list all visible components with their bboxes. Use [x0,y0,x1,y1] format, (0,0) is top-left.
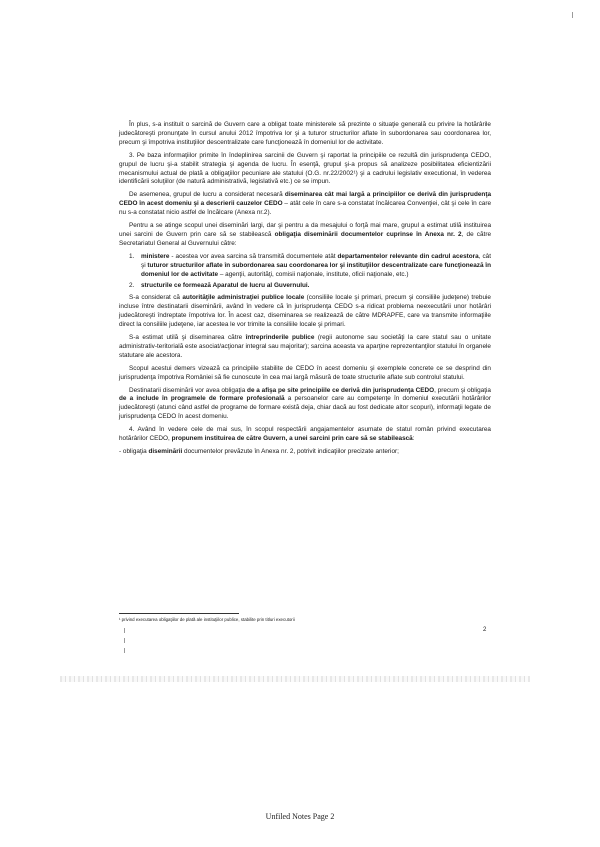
paragraph: Scopul acestui demers vizează ca principiile stabilite de CEDO în acest domeniu şi exemplele concrete ce se desprind din jurisprudenţa împotriva României să fie cunoscute în cea mai largă măsură de toate structurile aflate sub controlul statului. [119,364,491,381]
paragraph: S-a estimat utilă şi diseminarea către întreprinderile publice (regii autonome sau societăţi la care statul sau o unitate administrativ-teritorială este asociat/acţionar integral sau majoritar); sarcina aceasta va aparţine reprezentanţilor statului în organele statutare ale acestora. [119,334,491,359]
paragraph: De asemenea, grupul de lucru a considerat necesară diseminarea cât mai largă a principiilor ce derivă din jurisprudenţa CEDO în acest domeniu şi a descrierii cauzelor CEDO – atât cele în care s-a constatat încălcarea Convenţiei, cât şi cele în care nu s-a constatat nicio astfel de încălcare (Anexa nr.2). [119,191,492,217]
paragraph: S-a considerat că autorităţile administraţiei publice locale (consiliile locale şi primari, precum şi consiliile judeţene) trebuie incluse între destinatarii diseminării, având în vedere că în jurisprudenţa CEDO s-a ridicat problema neexecutării unor hotărâri judecătoreşti îndreptate împotriva lor. În acest caz, diseminarea se realizează de către MDRAPFE, care va transmite informaţiile direct la consiliile judeţene, iar acestea le vor trimite la consiliile locale şi primari. [119,294,491,329]
paragraph: În plus, s-a instituit o sarcină de Guvern care a obligat toate ministerele să prezinte o situaţie generală cu privire la hotărârile judecătoreşti pronunţate în cursul anului 2012 împotriva lor şi a tuturor structurilor aflate în subordonarea sau coordonarea lor, precum şi împotriva instituţiilor descentralizate care funcţionează în domeniul lor de activitate. [119,121,491,146]
scan-mark [124,628,125,633]
paragraph: Pentru a se atinge scopul unei diseminări largi, dar şi pentru a da mesajului o forţă mai mare, grupul a estimat utilă instituirea unei sarcini de Guvern prin care să se stabilească obligaţia diseminării documentelor cuprinse în Anexa nr. 2, de către Secretariatul General al Guvernului către: [119,222,491,247]
footnote: ¹ privind executarea obligaţiilor de plată ale instituţiilor publice, stabilite prin titluri executorii [119,617,295,622]
paragraph: Destinatarii diseminării vor avea obligaţia de a afişa pe site principiile ce derivă din jurisprudenţa CEDO, precum şi obligaţia de a include în programele de formare profesională a persoanelor care au competenţe în domeniul executării hotărârilor judecătoreşti (atunci când astfel de programe de formare există deja, chiar dacă au fost dedicate altor scopuri), informaţii legate de jurisprudenţa CEDO în acest domeniu. [119,386,491,421]
paragraph: 4. Având în vedere cele de mai sus, în scopul respectării angajamentelor asumate de statul român privind executarea hotărârilor CEDO, propunem instituirea de către Guvern, a unei sarcini prin care să se stabilească: [119,426,491,443]
page-number: 2 [483,627,487,633]
recipient-list [119,253,491,291]
page-footer: Unfiled Notes Page 2 [265,812,335,821]
paragraph: 3. Pe baza informaţiilor primite în îndeplinirea sarcinii de Guvern şi raportat la principiile ce rezultă din jurisprudenţa CEDO, grupul de lucru şi-a stabilit strategia şi agenda de lucru. În esenţă, grupul şi-a propus să analizeze posibilitatea eficientizării mecanismului actual de plată a obligaţiilor pecuniare ale statului (O.G. nr.22/2002¹) şi a cadrului legislativ executional, în vederea identificării soluţiilor (de natură administrativă, legislativă etc.) ce se impun. [119,151,491,186]
scan-mark [124,638,125,643]
document-body [119,121,491,461]
scan-mark [572,12,573,18]
footnote-divider [119,613,239,614]
paragraph: - obligaţia diseminării documentelor prevăzute în Anexa nr. 2, potrivit indicaţiilor precizate anterior; [119,448,399,455]
scan-artifact [60,676,530,682]
list-item: 1. ministere - acestea vor avea sarcina să transmită documentele atât departamentelor relevante din cadrul acestora, cât şi tuturor structurilor aflate în subordonarea sau coordonarea lor şi instituţiilor descentralizate care funcţionează în domeniul lor de activitate – agenţii, autorităţi, comisii naţionale, institute, oficii naţionale, etc.) [129,252,492,278]
list-item: 2. structurile ce formează Aparatul de lucru al Guvernului. [129,281,310,289]
scan-mark [124,648,125,653]
